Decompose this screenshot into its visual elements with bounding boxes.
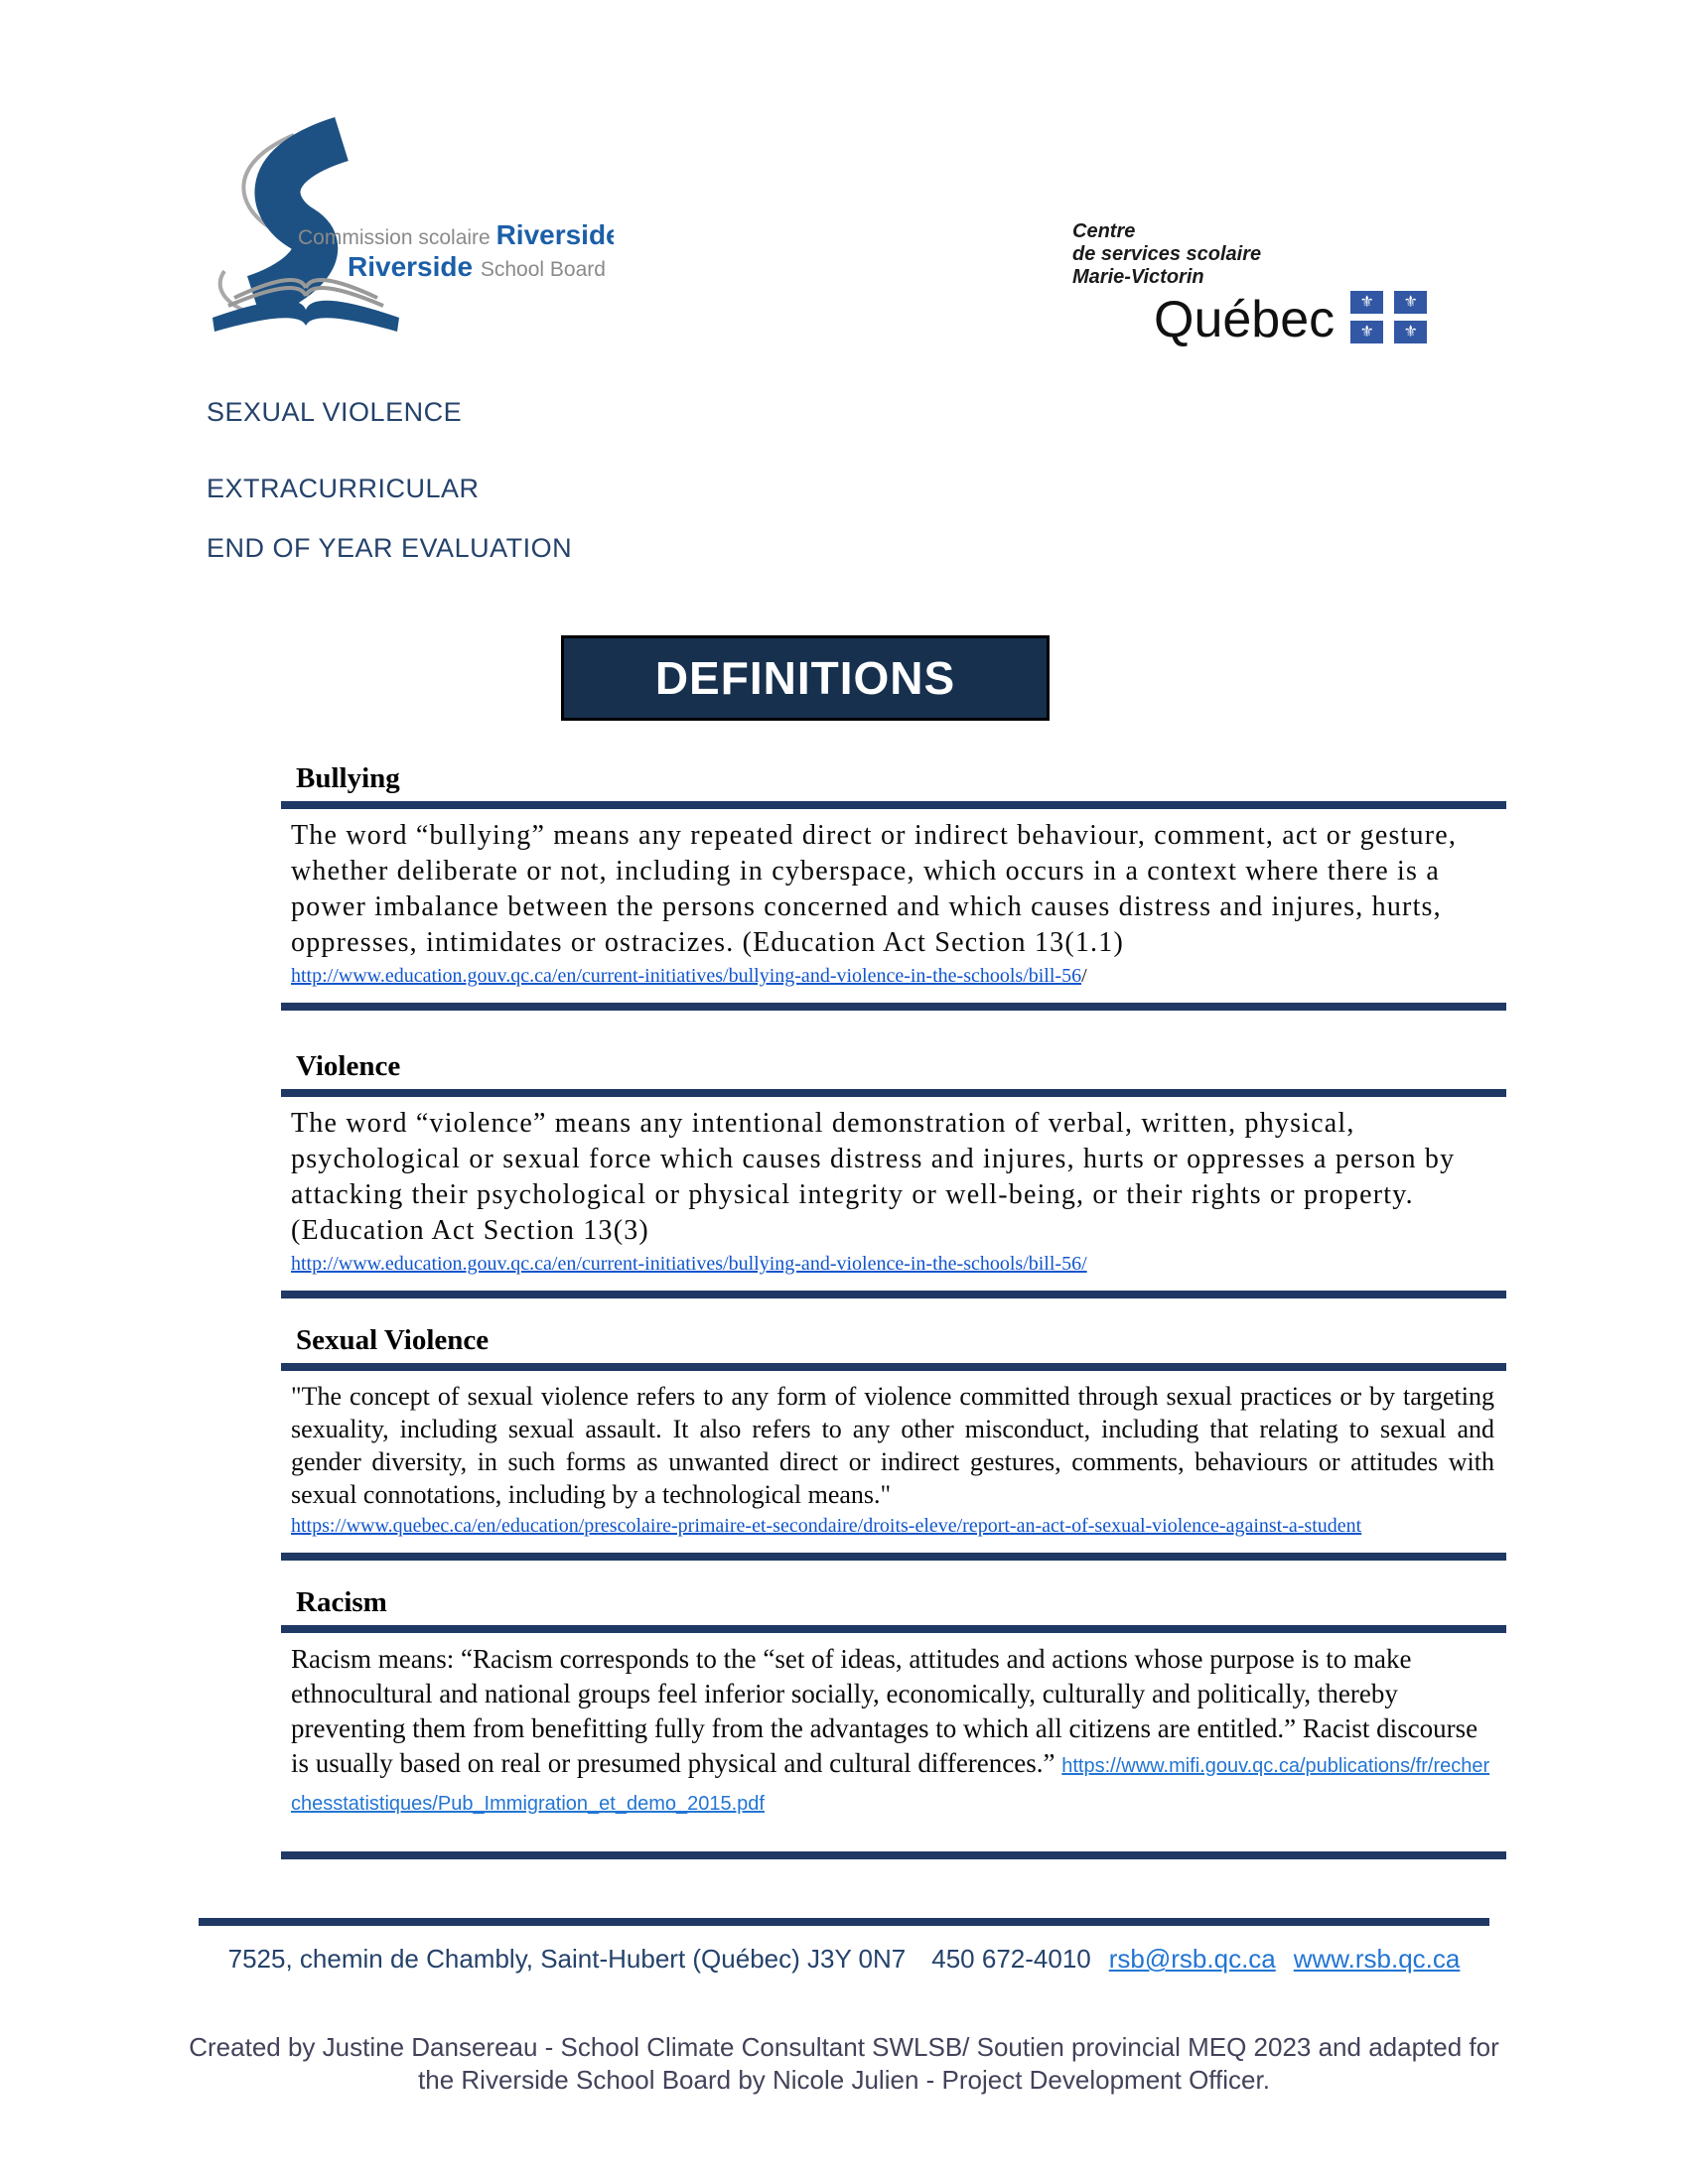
bullying-source-link[interactable]: http://www.education.gouv.qc.ca/en/current-initiatives/bullying-and-violence-in-the-schools/bill-56: [291, 965, 1082, 987]
section-link-line: [281, 961, 1506, 995]
quebec-wordmark: Québec: [1154, 291, 1336, 348]
cssmv-line3: Marie-Victorin: [1072, 266, 1204, 288]
footer-divider: [199, 1918, 1489, 1926]
footer-address-line: [0, 1944, 1688, 1975]
cssmv-line1: Centre: [1072, 220, 1136, 242]
section-heading: Racism: [296, 1586, 387, 1618]
footer-phone: 450 672-4010: [931, 1944, 1091, 1974]
divider: [281, 1625, 1506, 1633]
divider: [281, 801, 1506, 809]
svg-text:Riverside School Board: [348, 251, 606, 282]
cssmv-line2: de services scolaire: [1072, 243, 1262, 265]
section-body: [281, 1633, 1506, 1822]
racism-source-link[interactable]: https://www.mifi.gouv.qc.ca/publications/fr/recherchesstatistiques/Pub_Immigration_et_demo_2015.pdf: [291, 1755, 1490, 1815]
violence-source-link[interactable]: http://www.education.gouv.qc.ca/en/current-initiatives/bullying-and-violence-in-the-schools/bill-56/: [291, 1253, 1087, 1275]
section-sexual-violence: [281, 1324, 1506, 1561]
rsb-label-en-gray: School Board: [480, 258, 606, 281]
section-body: The word “bullying” means any repeated direct or indirect behaviour, comment, act or gesture, whether deliberate or not, including in cyberspace, which occurs in a context where there is a power imbalance between the persons concerned and which causes distress and injures, hurts, oppresses, intimidates or ostracizes. (Education Act Section 13(1.1): [291, 820, 1458, 958]
doc-title-extracurricular: EXTRACURRICULAR: [207, 474, 480, 503]
rsb-label-en-blue: Riverside: [348, 251, 474, 282]
divider: [281, 1553, 1506, 1561]
divider: [281, 1851, 1506, 1859]
footer-address: 7525, chemin de Chambly, Saint-Hubert (Québec) J3Y 0N7: [227, 1944, 907, 1974]
quebec-flag-icon: ⚜: [1394, 291, 1427, 314]
section-heading: Violence: [296, 1050, 401, 1082]
cssmv-quebec-logo: [1072, 220, 1460, 348]
quebec-flag-icon: ⚜: [1350, 321, 1383, 343]
section-racism: [281, 1586, 1506, 1859]
quebec-flag-icon: ⚜: [1394, 321, 1427, 343]
svg-text:Commission scolaire Riverside: [298, 219, 614, 250]
doc-title-end-of-year-evaluation: END OF YEAR EVALUATION: [207, 533, 573, 563]
section-heading: Sexual Violence: [296, 1324, 490, 1356]
section-violence: [281, 1050, 1506, 1298]
definitions-banner: [561, 635, 1050, 721]
footer-email-link[interactable]: rsb@rsb.qc.ca: [1108, 1944, 1276, 1974]
section-heading: Bullying: [296, 762, 400, 794]
riverside-school-board-logo: [147, 87, 614, 336]
section-link-line: [281, 1249, 1506, 1283]
section-body: "The concept of sexual violence refers to any form of violence committed through sexual practices or by targeting sexuality, including sexual assault. It also refers to any other misconduct, including that relating to sexual and gender diversity, in such forms as unwanted direct or indirect gestures, comments, behaviours or attitudes with sexual connotations, including by a technological means.": [291, 1382, 1494, 1509]
rsb-label-fr-gray: Commission scolaire: [298, 226, 491, 249]
footer-website-link[interactable]: www.rsb.qc.ca: [1293, 1944, 1461, 1974]
divider: [281, 1089, 1506, 1097]
sexual-violence-source-link[interactable]: https://www.quebec.ca/en/education/prescolaire-primaire-et-secondaire/droits-eleve/report-an-act-of-sexual-violence-against-a-student: [291, 1515, 1362, 1537]
section-body: The word “violence” means any intentional demonstration of verbal, written, physical, psychological or sexual force which causes distress and injures, hurts or oppresses a person by attacking their psychological or physical integrity or well-being, or their rights or property. (Education Act Section 13(3): [291, 1108, 1456, 1246]
divider: [281, 1363, 1506, 1371]
section-bullying: [281, 762, 1506, 1011]
doc-title-sexual-violence: SEXUAL VIOLENCE: [207, 397, 463, 427]
racism-body-text: Racism means: “Racism corresponds to the “set of ideas, attitudes and actions whose purpose is to make ethnocultural and national groups feel inferior socially, economically, culturally and politically, thereby preventing them from benefitting fully from the advantages to which all citizens are entitled.” Racist discourse is usually based on real or presumed physical and cultural differences.”: [291, 1644, 1478, 1778]
definitions-banner-label: DEFINITIONS: [654, 652, 956, 704]
divider: [281, 1291, 1506, 1298]
rsb-label-fr-blue: Riverside: [495, 219, 614, 250]
quebec-flags: [1350, 291, 1427, 343]
section-link-line: [281, 1511, 1506, 1545]
link-suffix: /: [1081, 965, 1087, 987]
cssmv-name: [1072, 220, 1460, 289]
quebec-flag-icon: ⚜: [1350, 291, 1383, 314]
divider: [281, 1003, 1506, 1011]
footer-credits: Created by Justine Dansereau - School Climate Consultant SWLSB/ Soutien provincial MEQ 2023 and adapted for the Riverside School Board by Nicole Julien - Project Development Officer.: [189, 2032, 1499, 2095]
riverside-river-book-icon: [147, 87, 614, 336]
